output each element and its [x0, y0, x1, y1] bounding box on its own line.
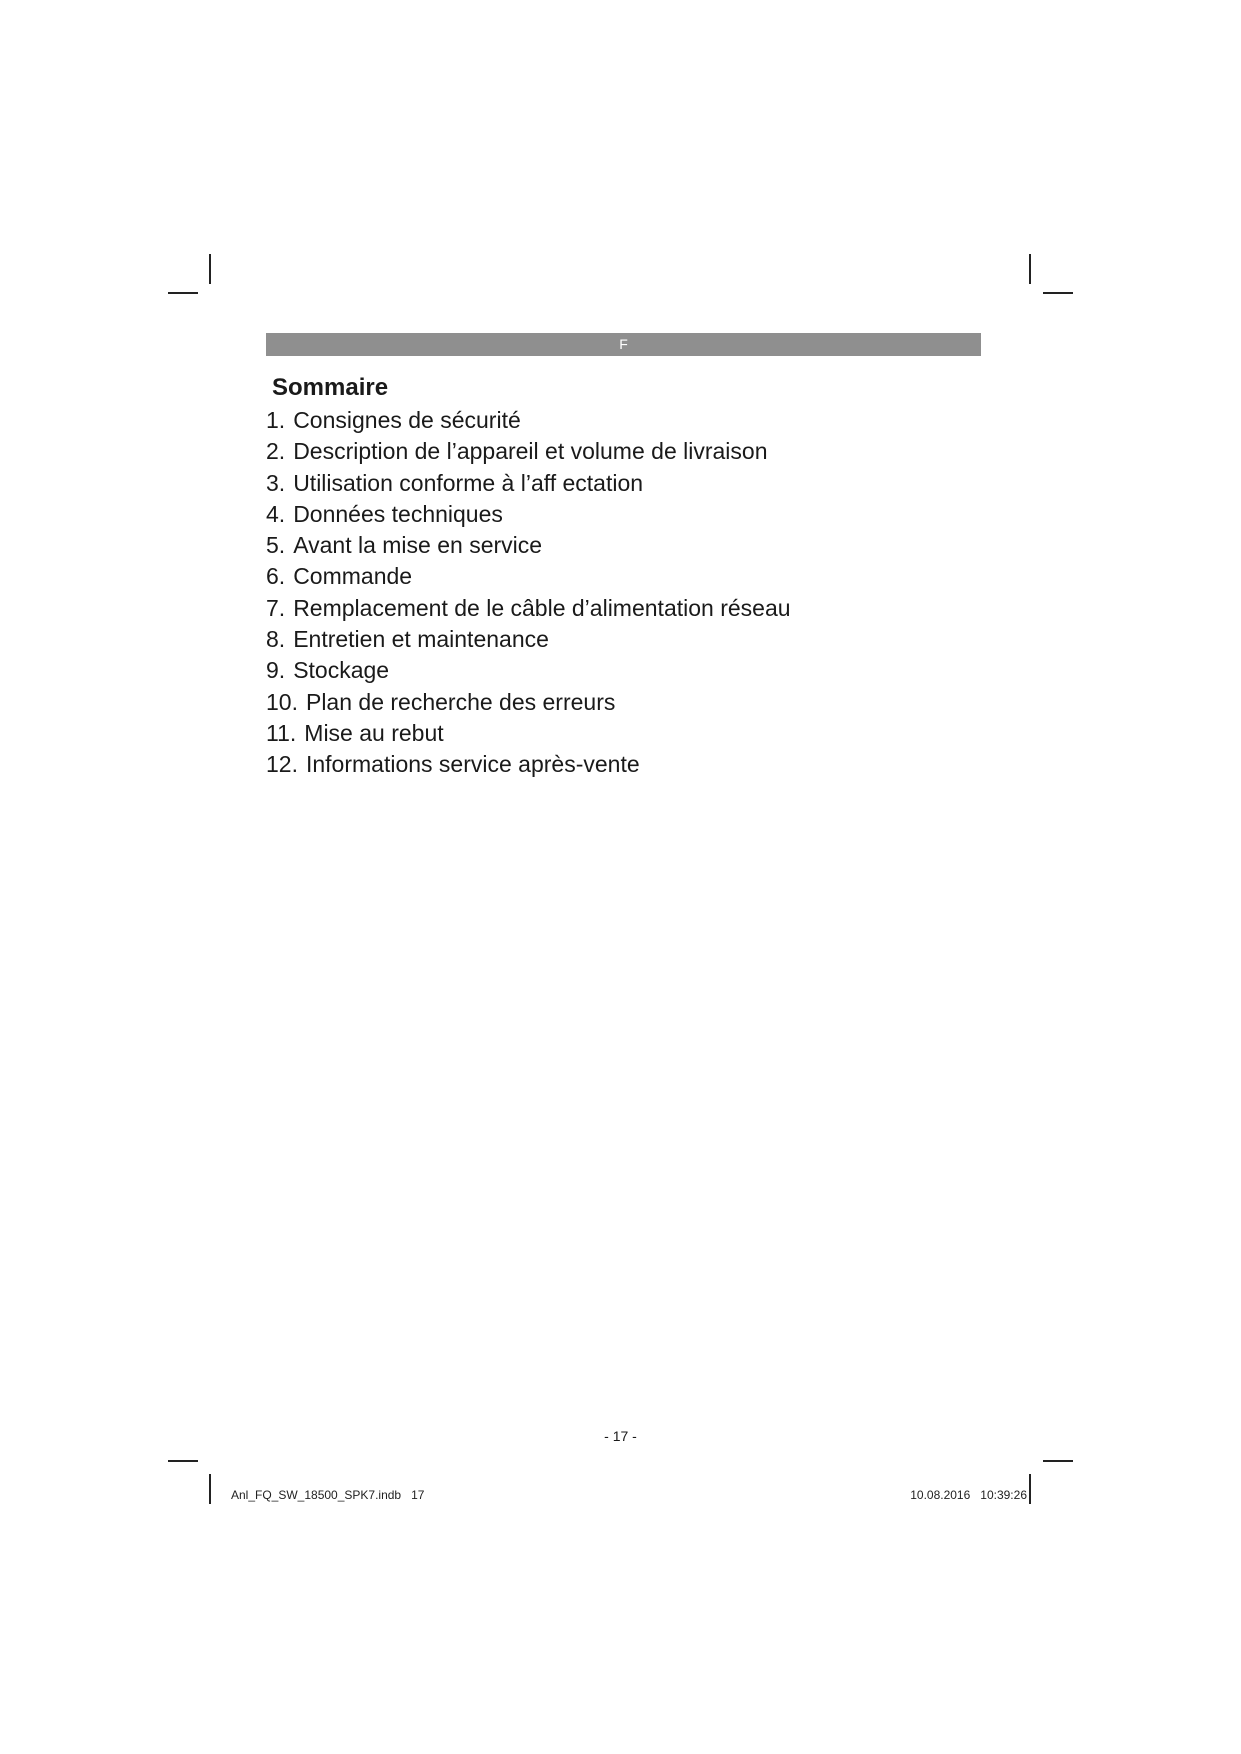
toc-item — [266, 405, 791, 436]
toc-item — [266, 436, 791, 467]
toc-item-label: Commande — [293, 563, 413, 590]
toc-item — [266, 593, 791, 624]
toc-item — [266, 749, 791, 780]
language-code: F — [619, 336, 628, 352]
toc-title: Sommaire — [272, 374, 389, 401]
toc-item-label: Stockage — [293, 657, 390, 684]
toc-item-label: Remplacement de le câble d’alimentation réseau — [293, 594, 791, 621]
toc-item — [266, 530, 791, 561]
toc-item-label: Consignes de sécurité — [293, 407, 521, 433]
toc-item-label: Description de l’appareil et volume de livraison — [293, 438, 768, 465]
crop-mark-bottom-left-horizontal — [168, 1460, 198, 1462]
toc-item-label: Utilisation conforme à l’aff ectation — [293, 469, 644, 496]
toc-item-label: Entretien et maintenance — [293, 626, 549, 653]
toc-item — [266, 655, 791, 686]
toc-item-number: 1. — [266, 407, 286, 433]
toc-item — [266, 468, 791, 499]
toc-item-number: 5. — [266, 532, 286, 559]
toc-item-label: Mise au rebut — [304, 719, 444, 746]
toc-item-number: 10. — [266, 688, 298, 715]
crop-mark-bottom-right-horizontal — [1043, 1460, 1073, 1462]
toc-item-label: Données techniques — [293, 500, 503, 527]
toc-item — [266, 624, 791, 655]
toc-item — [266, 561, 791, 592]
toc-item-number: 2. — [266, 438, 286, 465]
crop-mark-top-right-vertical — [1029, 254, 1031, 284]
date-slug: 10.08.2016 10:39:26 — [910, 1488, 1027, 1502]
toc-item-label: Plan de recherche des erreurs — [305, 688, 616, 715]
toc-item — [266, 499, 791, 530]
toc-item-number: 4. — [266, 500, 286, 527]
crop-mark-bottom-left-vertical — [209, 1474, 211, 1504]
table-of-contents — [266, 405, 791, 781]
toc-item-number: 3. — [266, 469, 286, 496]
crop-mark-top-left-horizontal — [168, 292, 198, 294]
toc-item-label: Informations service après-vente — [305, 751, 640, 778]
toc-item-number: 8. — [266, 626, 286, 653]
toc-item — [266, 687, 791, 718]
toc-item-number: 7. — [266, 594, 286, 621]
toc-item-label: Avant la mise en service — [293, 532, 543, 559]
crop-mark-top-left-vertical — [209, 254, 211, 284]
toc-item-number: 9. — [266, 657, 286, 684]
page-number: - 17 - — [604, 1428, 637, 1444]
crop-mark-bottom-right-vertical — [1029, 1474, 1031, 1504]
toc-item-number: 12. — [266, 751, 298, 778]
toc-item-number: 6. — [266, 563, 286, 590]
toc-item — [266, 718, 791, 749]
language-header-bar — [266, 333, 981, 356]
file-slug: Anl_FQ_SW_18500_SPK7.indb 17 — [231, 1488, 425, 1502]
crop-mark-top-right-horizontal — [1043, 292, 1073, 294]
toc-item-number: 11. — [266, 719, 297, 746]
